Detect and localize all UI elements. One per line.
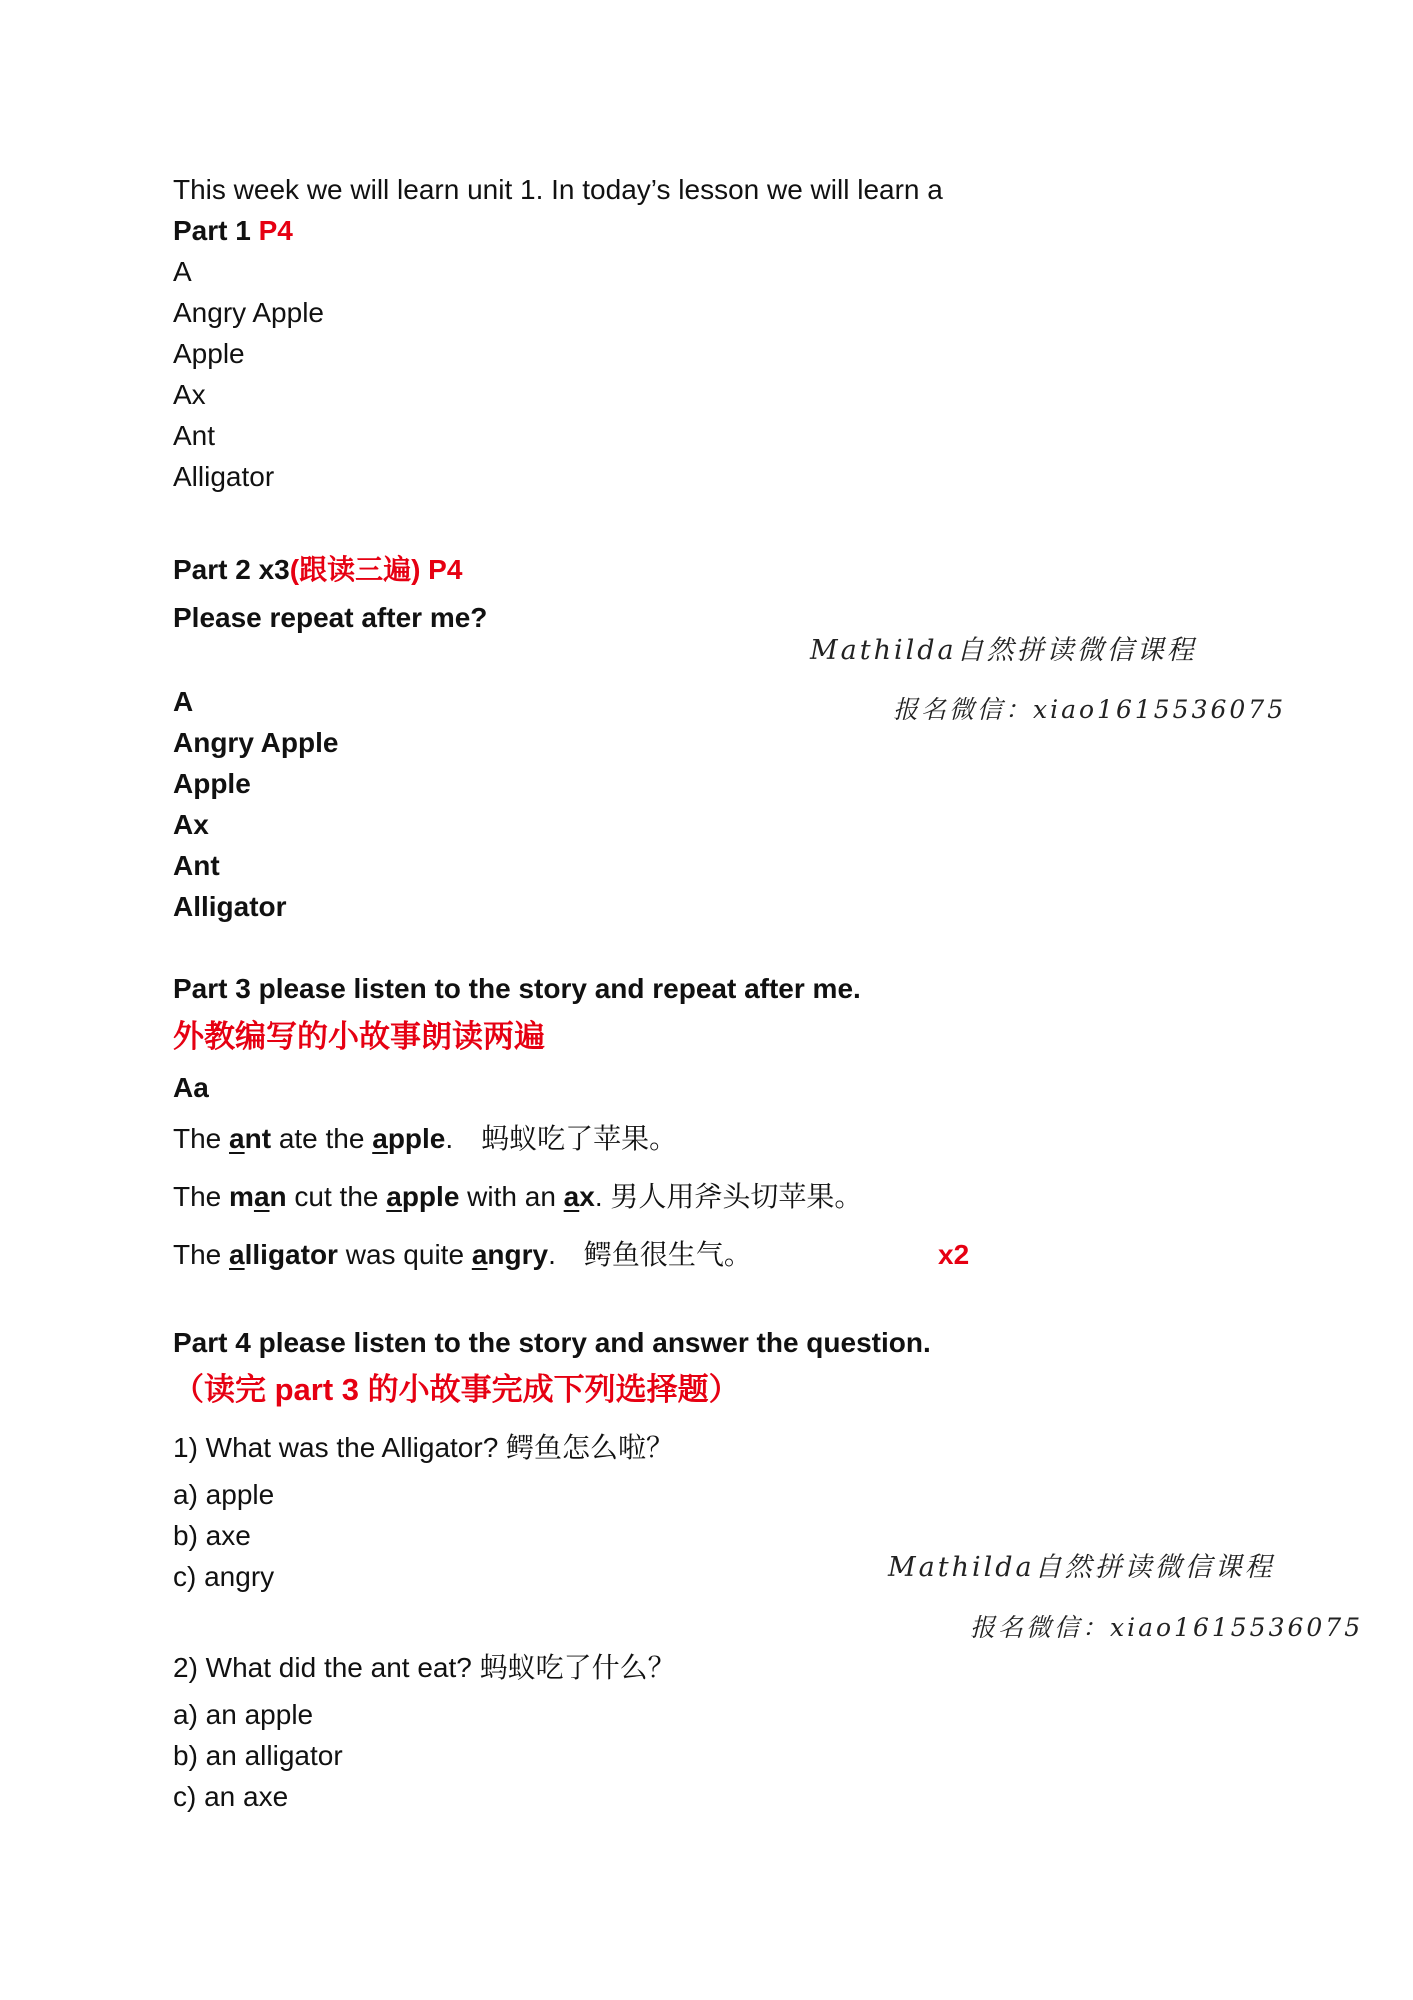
part1-page: P4 <box>258 215 293 246</box>
question-1-option: a) apple <box>173 1479 275 1510</box>
part4-heading: Part 4 please listen to the story and answer the question. <box>173 1327 931 1358</box>
part3-letter: Aa <box>173 1072 209 1103</box>
part4-note: （读完 part 3 的小故事完成下列选择题） <box>173 1372 740 1407</box>
story-sentence-2-cn: 男人用斧头切苹果。 <box>610 1181 863 1212</box>
question-1-option: b) axe <box>173 1520 251 1551</box>
part2-label: Part 2 x3 <box>173 554 290 585</box>
part1-word: A <box>173 256 192 287</box>
watermark-contact: 报名微信：xiao1615536075 <box>970 1613 1364 1642</box>
part1-word: Ax <box>173 379 206 410</box>
question-1: 1) What was the Alligator? 鳄鱼怎么啦？ <box>173 1432 675 1463</box>
story-sentence-1-cn: 蚂蚁吃了苹果。 <box>481 1123 678 1154</box>
part2-instruction: Please repeat after me? <box>173 602 488 633</box>
story-sentence-3-cn: 鳄鱼很生气。 <box>583 1239 752 1270</box>
part2-word: Apple <box>173 768 251 799</box>
watermark-title: Mathilda自然拼读微信课程 <box>888 1552 1275 1583</box>
question-2-option: c) an axe <box>173 1781 289 1812</box>
story-sentence-3: The alligator was quite angry. 鳄鱼很生气。 <box>173 1239 752 1270</box>
part2-word: Ax <box>173 809 209 840</box>
intro-text: This week we will learn unit 1. In today’s lesson we will learn a <box>173 174 943 205</box>
part2-word: Alligator <box>173 891 287 922</box>
repeat-count: x2 <box>938 1239 970 1270</box>
question-1-option: c) angry <box>173 1561 275 1592</box>
part1-word: Ant <box>173 420 216 451</box>
part3-note: 外教编写的小故事朗读两遍 <box>173 1019 545 1054</box>
question-2: 2) What did the ant eat? 蚂蚁吃了什么？ <box>173 1652 676 1683</box>
part3-heading: Part 3 please listen to the story and repeat after me. <box>173 973 861 1004</box>
part2-word: Ant <box>173 850 220 881</box>
part1-word: Apple <box>173 338 245 369</box>
part2-word: A <box>173 686 194 717</box>
question-2-option: b) an alligator <box>173 1740 343 1771</box>
story-sentence-1: The ant ate the apple. 蚂蚁吃了苹果。 <box>173 1123 678 1154</box>
part2-note: (跟读三遍) P4 <box>289 554 463 585</box>
question-2-option: a) an apple <box>173 1699 314 1730</box>
part1-heading <box>173 213 293 249</box>
part1-word: Alligator <box>173 461 275 492</box>
watermark-contact: 报名微信：xiao1615536075 <box>893 695 1287 724</box>
watermark-title: Mathilda自然拼读微信课程 <box>810 635 1197 666</box>
part2-heading <box>173 552 462 588</box>
part2-word: Angry Apple <box>173 727 339 758</box>
part1-word: Angry Apple <box>173 297 324 328</box>
story-sentence-2: The man cut the apple with an ax. 男人用斧头切苹果。 <box>173 1181 863 1212</box>
part1-label: Part 1 <box>173 215 251 246</box>
